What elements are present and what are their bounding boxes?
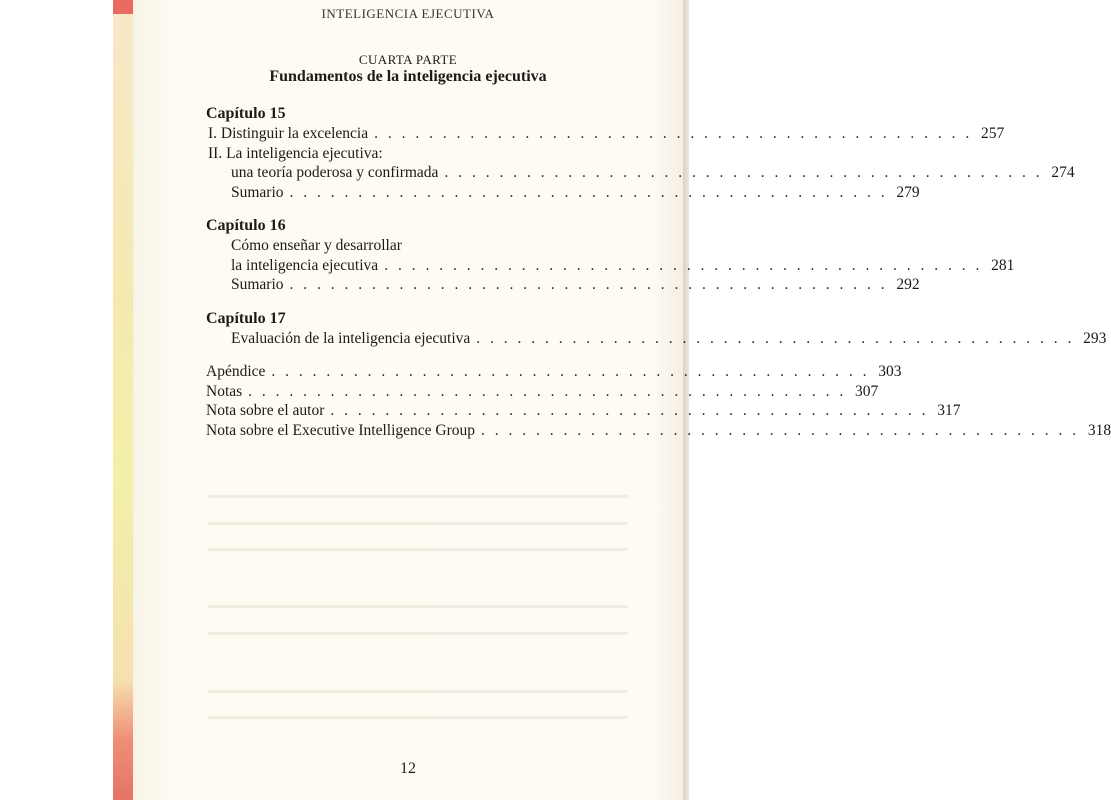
entry-text: Apéndice [206, 363, 266, 380]
page-ref: 307 [855, 382, 879, 400]
show-through-line [208, 716, 628, 719]
entry-text: Nota sobre el Executive Intelligence Group [206, 421, 475, 439]
entry-text: Evaluación de la inteligencia ejecutiva [231, 329, 471, 347]
entry-text: Notas [206, 382, 243, 400]
toc-entry [206, 421, 1111, 441]
show-through-line [208, 632, 628, 635]
dot-leader: . . . . . . . . . . . . . . . . . . . . . . . . . . . . . . . . . . . . . . . . . . . . [374, 125, 973, 142]
page-ref: 274 [1051, 164, 1075, 181]
show-through-line [208, 495, 628, 498]
chapter-title: Capítulo 15 [206, 105, 286, 122]
entry-text: Sumario [231, 183, 284, 201]
dot-leader: . . . . . . . . . . . . . . . . . . . . . . . . . . . . . . . . . . . . . . . . . . . . [476, 329, 1075, 347]
show-through-line [208, 605, 628, 608]
toc-entry [206, 401, 961, 421]
page-ref: 318 [1087, 421, 1111, 439]
toc-entry [206, 144, 1075, 183]
page-number: 12 [400, 760, 416, 777]
section-label: CUARTA PARTE [358, 52, 458, 67]
toc-entry [206, 275, 920, 295]
dot-leader: . . . . . . . . . . . . . . . . . . . . . . . . . . . . . . . . . . . . . . . . . . . . [271, 363, 870, 380]
chapter-16 [206, 216, 1015, 295]
page-ref: 317 [937, 402, 961, 419]
book-page [133, 0, 1111, 800]
chapter-title: Capítulo 17 [206, 309, 286, 327]
page-ref: 279 [896, 183, 920, 201]
entry-text: II. La inteligencia ejecutiva: [208, 144, 383, 162]
book-edge-left [113, 0, 133, 800]
dot-leader: . . . . . . . . . . . . . . . . . . . . . . . . . . . . . . . . . . . . . . . . . . . . [444, 164, 1043, 181]
dot-leader: . . . . . . . . . . . . . . . . . . . . . . . . . . . . . . . . . . . . . . . . . . . . [481, 421, 1080, 439]
dot-leader: . . . . . . . . . . . . . . . . . . . . . . . . . . . . . . . . . . . . . . . . . . . . [289, 183, 888, 201]
toc-entry [206, 183, 920, 203]
toc-entry [206, 362, 902, 382]
toc-entry [206, 382, 879, 402]
table-of-contents [206, 104, 1111, 440]
dot-leader: . . . . . . . . . . . . . . . . . . . . . . . . . . . . . . . . . . . . . . . . . . . . [330, 402, 929, 419]
page-ref: 281 [991, 256, 1015, 274]
chapter-17 [206, 309, 1107, 349]
toc-entry [206, 236, 1015, 275]
chapter-title: Capítulo 16 [206, 217, 286, 234]
show-through-line [208, 548, 628, 551]
page-ref: 292 [896, 276, 920, 293]
back-matter [206, 362, 1111, 440]
toc-entry [206, 124, 1005, 144]
entry-text: Sumario [231, 276, 284, 293]
entry-text: Cómo enseñar y desarrollar [231, 237, 402, 254]
page-ref: 303 [878, 363, 902, 380]
entry-text: Nota sobre el autor [206, 402, 325, 419]
show-through-line [208, 522, 628, 525]
entry-text-continued: una teoría poderosa y confirmada [231, 164, 439, 181]
entry-text-continued: la inteligencia ejecutiva [231, 256, 379, 274]
show-through-line [208, 690, 628, 693]
chapter-15 [206, 104, 1075, 202]
page-ref: 293 [1083, 329, 1107, 347]
entry-text: I. Distinguir la excelencia [208, 125, 369, 142]
section-title: Fundamentos de la inteligencia ejecutiva [269, 68, 547, 85]
dot-leader: . . . . . . . . . . . . . . . . . . . . . . . . . . . . . . . . . . . . . . . . . . . . [248, 382, 847, 400]
dot-leader: . . . . . . . . . . . . . . . . . . . . . . . . . . . . . . . . . . . . . . . . . . . . [384, 256, 983, 274]
dot-leader: . . . . . . . . . . . . . . . . . . . . . . . . . . . . . . . . . . . . . . . . . . . . [289, 276, 888, 293]
running-header: INTELIGENCIA EJECUTIVA [321, 6, 495, 21]
toc-entry [206, 329, 1107, 349]
page-ref: 257 [980, 125, 1005, 142]
